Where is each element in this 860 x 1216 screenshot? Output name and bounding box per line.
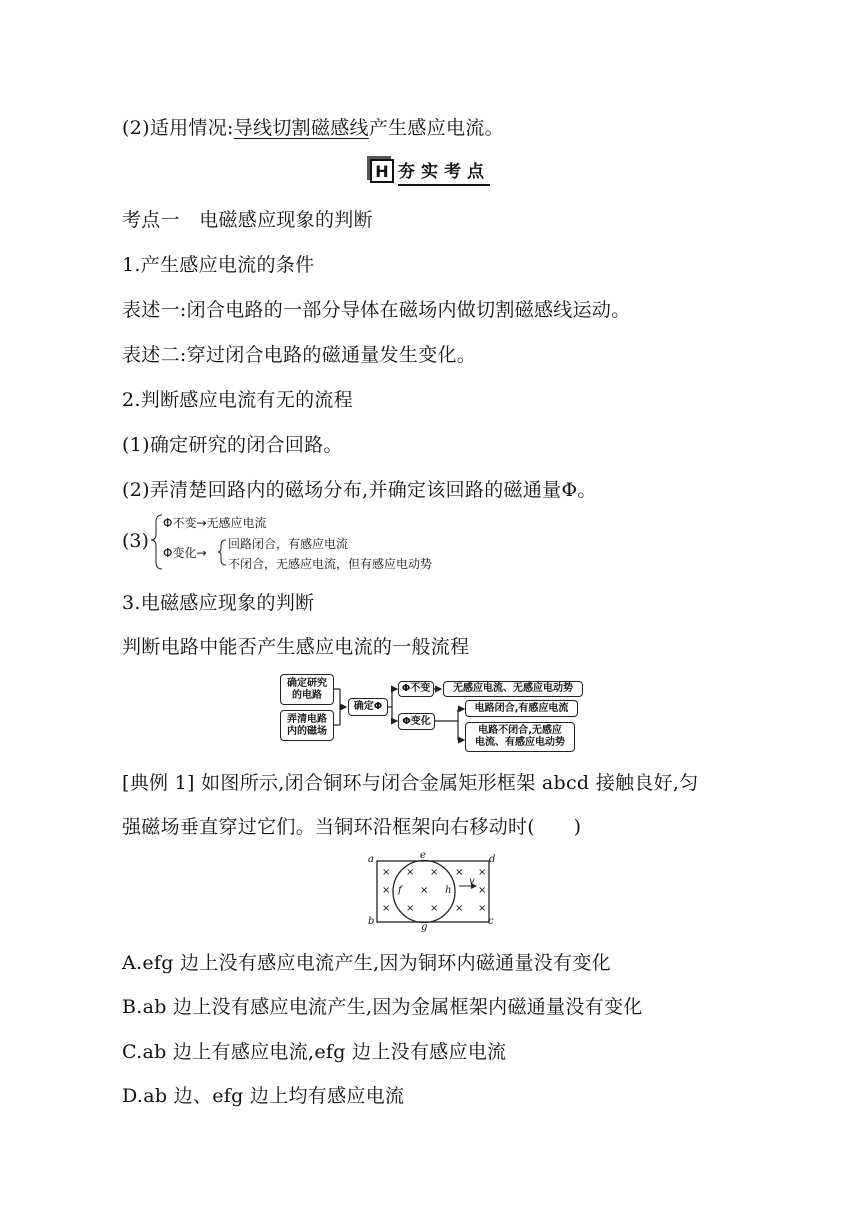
heading-3: 3.电磁感应现象的判断 xyxy=(122,592,315,614)
field-cross: × xyxy=(478,885,487,896)
field-cross: × xyxy=(406,903,415,914)
field-cross: × xyxy=(430,903,439,914)
underlined-term: 导线切割磁感线 xyxy=(233,117,369,139)
flow-box-closed-has-current: 电路闭合,有感应电流 xyxy=(465,700,578,717)
flow-box-1-line1: 确定研究 xyxy=(287,677,327,689)
step-3-label: (3) xyxy=(122,530,149,552)
flow-box-2-line2: 内的磁场 xyxy=(287,725,327,737)
ring-frame-figure xyxy=(368,852,500,932)
label-h: h xyxy=(445,885,452,896)
step-2: (2)弄清楚回路内的磁场分布,并确定该回路的磁通量Φ。 xyxy=(122,479,597,501)
label-f: f xyxy=(398,885,402,896)
flow-box-open-has-emf xyxy=(465,722,575,752)
label-b: b xyxy=(368,916,375,927)
label-a: a xyxy=(368,854,374,865)
section-banner xyxy=(370,158,490,184)
field-cross: × xyxy=(455,903,464,914)
flow-box-field-distribution xyxy=(280,710,334,741)
applicable-situation-line xyxy=(122,116,504,140)
label-v: v xyxy=(469,876,475,887)
heading-2: 2.判断感应电流有无的流程 xyxy=(122,389,354,411)
field-cross: × xyxy=(382,885,391,896)
flow-box-8-line2: 电流、有感应电动势 xyxy=(475,737,565,748)
statement-1: 表述一:闭合电路的一部分导体在磁场内做切割磁感线运动。 xyxy=(122,299,631,321)
option-a: A.efg 边上没有感应电流产生,因为铜环内磁通量没有变化 xyxy=(122,952,611,974)
label-e: e xyxy=(420,850,426,861)
example-line-2: 强磁场垂直穿过它们。当铜环沿框架向右移动时( ) xyxy=(122,816,582,838)
example-line-1: [典例 1] 如图所示,闭合铜环与闭合金属矩形框架 abcd 接触良好,匀 xyxy=(122,772,699,794)
flow-box-determine-circuit xyxy=(280,674,334,705)
label-g: g xyxy=(421,922,428,933)
label-d: d xyxy=(489,854,496,865)
flow-box-phi-changed: Φ变化 xyxy=(398,713,435,730)
option-c: C.ab 边上有感应电流,efg 边上没有感应电流 xyxy=(122,1041,507,1063)
option-d: D.ab 边、efg 边上均有感应电流 xyxy=(122,1085,405,1107)
phi-changed-branch: Φ变化→ xyxy=(163,546,207,560)
field-cross: × xyxy=(382,903,391,914)
field-cross: × xyxy=(382,867,391,878)
flowchart xyxy=(278,672,588,754)
banner-title: 夯实考点 xyxy=(398,157,490,186)
field-cross: × xyxy=(478,903,487,914)
heading-1: 1.产生感应电流的条件 xyxy=(122,254,315,276)
banner-badge: H xyxy=(370,159,394,183)
section-title: 考点一 电磁感应现象的判断 xyxy=(122,209,373,231)
applicable-suffix: 产生感应电流。 xyxy=(368,117,504,139)
flow-box-no-current-no-emf: 无感应电流、无感应电动势 xyxy=(443,681,583,697)
flow-box-2-line1: 弄清电路 xyxy=(287,713,327,725)
flow-intro: 判断电路中能否产生感应电流的一般流程 xyxy=(122,636,470,658)
statement-2: 表述二:穿过闭合电路的磁通量发生变化。 xyxy=(122,344,477,366)
field-cross: × xyxy=(455,867,464,878)
closed-circuit-branch: 回路闭合，有感应电流 xyxy=(228,537,349,551)
field-cross: × xyxy=(430,867,439,878)
option-b: B.ab 边上没有感应电流产生,因为金属框架内磁通量没有变化 xyxy=(122,996,643,1018)
applicable-prefix: (2)适用情况: xyxy=(122,117,234,139)
step-1: (1)确定研究的闭合回路。 xyxy=(122,434,343,456)
flow-box-8-line1: 电路不闭合,无感应 xyxy=(478,725,562,736)
phi-unchanged-branch: Φ不变→无感应电流 xyxy=(163,516,267,530)
flow-box-determine-phi: 确定Φ xyxy=(348,698,388,716)
flow-box-phi-unchanged: Φ不变 xyxy=(398,681,434,697)
flow-box-1-line2: 的电路 xyxy=(292,689,322,701)
label-c: c xyxy=(488,916,494,927)
field-cross: × xyxy=(406,867,415,878)
field-cross: × xyxy=(420,885,429,896)
step-3-brace-block xyxy=(122,512,482,572)
open-circuit-branch: 不闭合，无感应电流，但有感应电动势 xyxy=(228,557,433,571)
field-cross: × xyxy=(478,867,487,878)
